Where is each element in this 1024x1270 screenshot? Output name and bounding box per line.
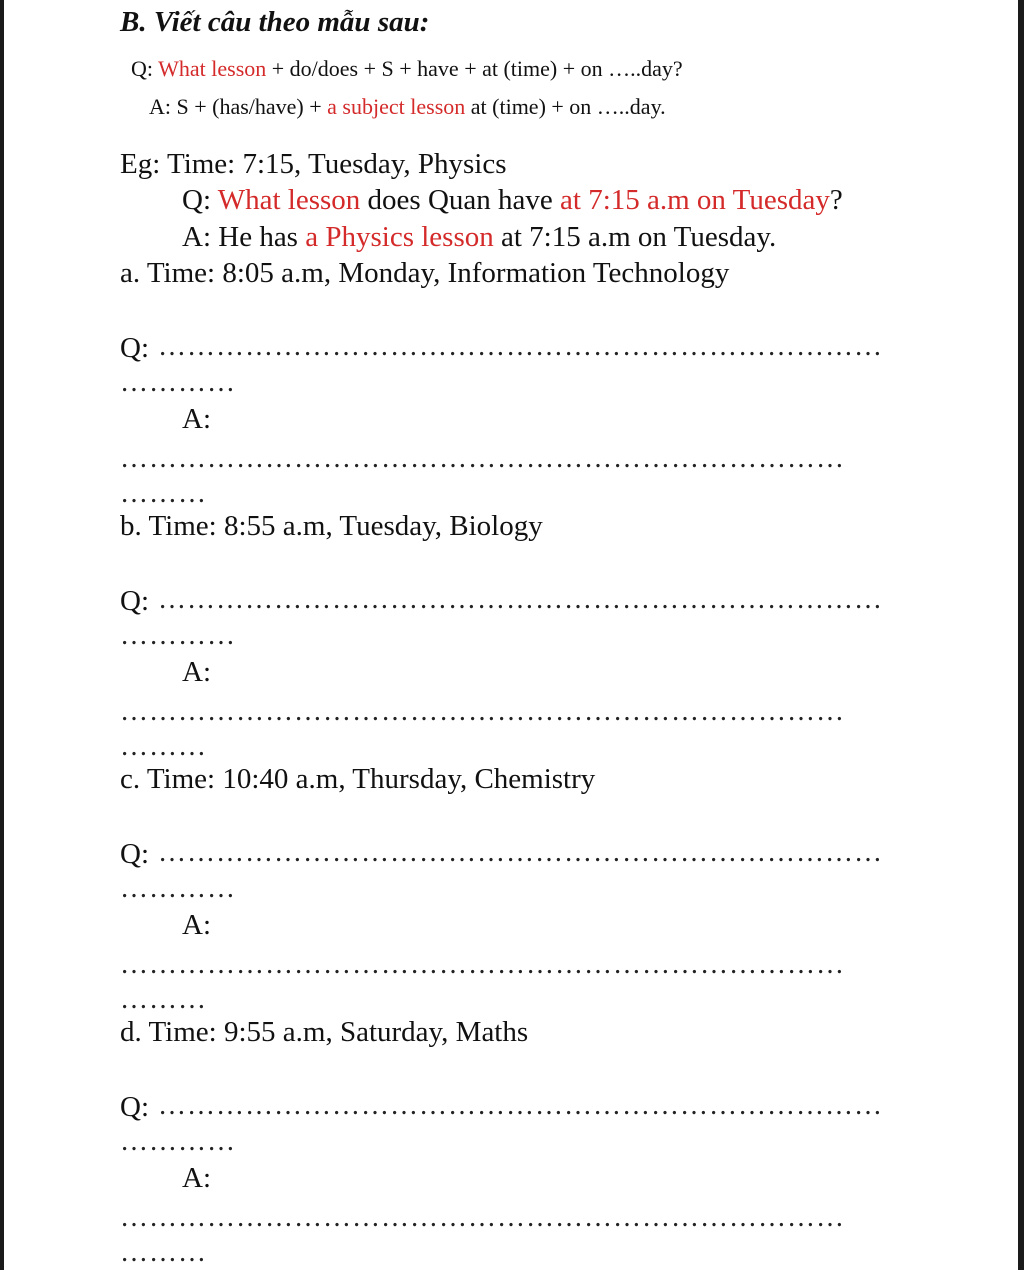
formula-a-rest: at (time) + on …..day. [465,94,666,119]
exercise-b-q-label: Q: [120,585,149,617]
exercise-c-q-blank-tail[interactable]: ………… [120,874,236,904]
exercise-d-title: d. Time: 9:55 a.m, Saturday, Maths [120,1016,529,1048]
formula-answer [149,94,666,120]
exercise-b-q-blank-tail[interactable]: ………… [120,621,236,651]
exercise-c-a-blank[interactable]: ………………………………………………………………… [120,950,845,980]
exercise-b-a-label: A: [182,656,211,688]
example-q-highlight-2: at 7:15 a.m on Tuesday [560,184,830,216]
section-heading: B. Viết câu theo mẫu sau: [120,6,430,38]
example-answer [182,221,776,254]
formula-q-rest: + do/does + S + have + at (time) + on …..day? [266,56,683,81]
example-q-highlight-1: What lesson [217,184,361,216]
exercise-a-title: a. Time: 8:05 a.m, Monday, Information Technology [120,257,730,289]
exercise-c-title: c. Time: 10:40 a.m, Thursday, Chemistry [120,763,596,795]
example-question [182,184,843,217]
exercise-a-a-label: A: [182,403,211,435]
example-q-mid: does Quan have [360,184,561,216]
exercise-c-a-blank-tail[interactable]: ……… [120,985,207,1015]
exercise-a-q-blank[interactable]: ………………………………………………………………… [158,332,883,362]
example-q-end: ? [829,184,843,216]
page-edge-left [0,0,4,1270]
exercise-b-a-blank[interactable]: ………………………………………………………………… [120,697,845,727]
example-a-rest: at 7:15 a.m on Tuesday. [493,221,777,253]
formula-question [131,56,683,82]
exercise-c-q-label: Q: [120,838,149,870]
exercise-b-title: b. Time: 8:55 a.m, Tuesday, Biology [120,510,543,542]
formula-a-prefix: A: S + (has/have) + [149,94,328,119]
exercise-d-q-blank-tail[interactable]: ………… [120,1127,236,1157]
exercise-a-q-label: Q: [120,332,149,364]
example-line: Eg: Time: 7:15, Tuesday, Physics [120,148,507,180]
exercise-b-q-blank[interactable]: ………………………………………………………………… [158,585,883,615]
example-a-highlight: a Physics lesson [305,221,494,253]
exercise-a-q-blank-tail[interactable]: ………… [120,368,236,398]
exercise-d-q-blank[interactable]: ………………………………………………………………… [158,1091,883,1121]
exercise-b-a-blank-tail[interactable]: ……… [120,732,207,762]
formula-q-prefix: Q: [131,56,159,81]
formula-q-highlight: What lesson [158,56,267,81]
exercise-c-a-label: A: [182,909,211,941]
exercise-d-q-label: Q: [120,1091,149,1123]
page-edge-right [1018,0,1024,1270]
example-q-prefix: Q: [182,184,218,216]
exercise-c-q-blank[interactable]: ………………………………………………………………… [158,838,883,868]
exercise-a-a-blank-tail[interactable]: ……… [120,479,207,509]
formula-a-highlight: a subject lesson [327,94,466,119]
exercise-d-a-blank-tail[interactable]: ……… [120,1238,207,1268]
exercise-d-a-label: A: [182,1162,211,1194]
exercise-d-a-blank[interactable]: ………………………………………………………………… [120,1203,845,1233]
example-a-prefix: A: He has [182,221,306,253]
exercise-a-a-blank[interactable]: ………………………………………………………………… [120,444,845,474]
